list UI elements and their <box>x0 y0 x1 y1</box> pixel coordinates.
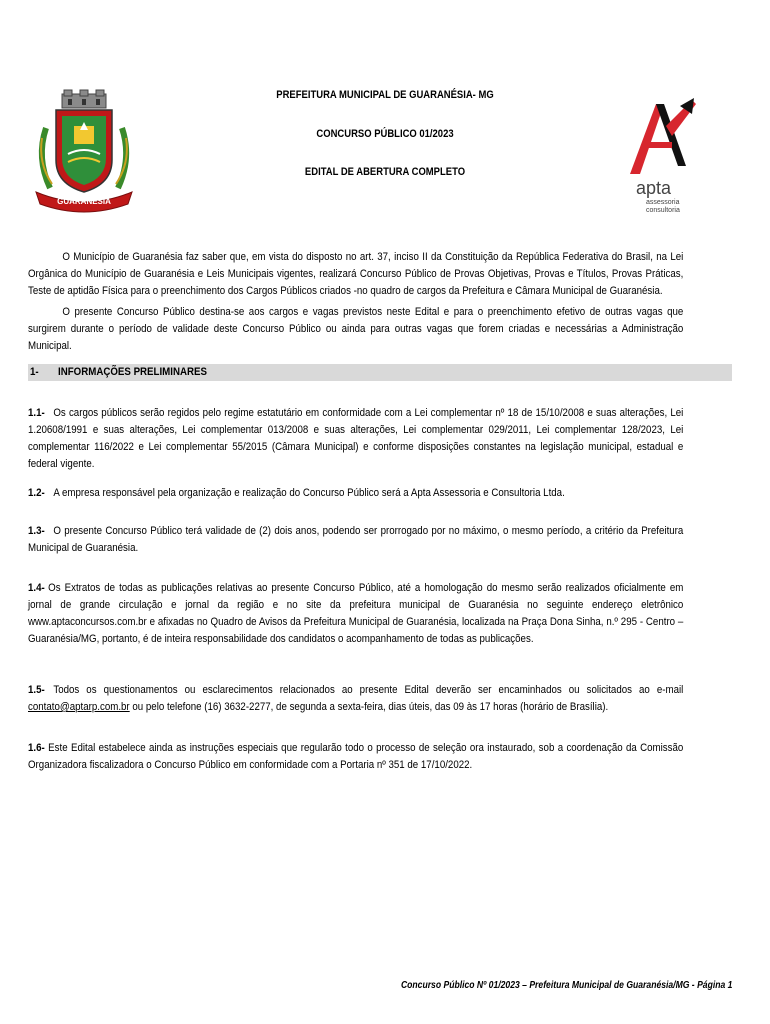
apta-sub2: consultoria <box>646 207 680 214</box>
section-number: 1- <box>30 366 39 378</box>
crest-ribbon-text: GUARANÉSIA <box>57 197 111 206</box>
page-footer: Concurso Público Nº 01/2023 – Prefeitura Municipal de Guaranésia/MG - Página 1 <box>400 980 732 991</box>
apta-logo <box>620 96 702 216</box>
item-1-1 <box>28 405 683 473</box>
item-text: Os Extratos de todas as publicações relativas ao presente Concurso Público, até a homologação do mesmo serão realizados oficialmente em jornal de grande circulação e jornal da região e no site da prefeitura municipal de Guaranésia no seguinte endereço eletrônico www.aptaconcursos.com.br e afixadas no Quadro de Avisos da Prefeitura Municipal de Guaranésia, localizada na Praça Dona Sinha, n.º 295 - Centro – Guaranésia/MG, portanto, é de inteira responsabilidade dos candidatos o acompanhamento de todas as publicações. <box>28 582 684 645</box>
item-1-6 <box>28 740 683 774</box>
header-concurso: CONCURSO PÚBLICO 01/2023 <box>316 128 454 140</box>
item-1-3 <box>28 523 683 557</box>
apta-sub1: assessoria <box>646 199 680 206</box>
section-title: INFORMAÇÕES PRELIMINARES <box>58 366 207 378</box>
intro-paragraph-2: O presente Concurso Público destina-se aos cargos e vagas previstos neste Edital e para o preenchimento efetivo de outras vagas que surgirem durante o período de validade deste Concurso Público ou ainda para outras vagas que forem criadas e necessárias a Administração Municipal. <box>28 306 684 352</box>
item-number: 1.3- <box>28 525 45 537</box>
item-text: O presente Concurso Público terá validade de (2) dois anos, podendo ser prorrogado por no máximo, o mesmo período, a critério da Prefeitura Municipal de Guaranésia. <box>28 525 684 554</box>
intro-paragraph-1: O Município de Guaranésia faz saber que, em vista do disposto no art. 37, inciso II da Constituição da República Federativa do Brasil, na Lei Orgânica do Município de Guaranésia e Leis Municipais vigentes, realizará Concurso Público de Provas Objetivas, Provas e Títulos, Provas Práticas, Teste de aptidão Física para o preenchimento dos Cargos Públicos criados -no quadro de cargos da Prefeitura e Câmara Municipal de Guaranésia. <box>28 251 684 297</box>
item-1-5 <box>28 682 683 716</box>
apta-name: apta <box>636 178 672 198</box>
contact-email-link[interactable]: contato@aptarp.com.br <box>28 701 130 713</box>
item-text: Este Edital estabelece ainda as instruções especiais que regularão todo o processo de seleção ora instaurado, sob a coordenação da Comissão Organizadora fiscalizadora o Concurso Público em conformidade com a Portaria nº 351 de 17/10/2022. <box>28 742 684 771</box>
item-number: 1.6- <box>28 742 45 754</box>
header-edital: EDITAL DE ABERTURA COMPLETO <box>304 166 466 178</box>
crest-year-right: 1891 <box>112 190 124 196</box>
item-text: A empresa responsável pela organização e realização do Concurso Público será a Apta Assessoria e Consultoria Ltda. <box>53 487 565 499</box>
item-text: Os cargos públicos serão regidos pelo regime estatutário em conformidade com a Lei complementar nº 18 de 15/10/2008 e suas alterações, Lei 1.20608/1991 e suas alterações, Lei complementar 013/2008 e suas alterações, Lei complementar 029/2011, Lei complementar 128/2023, Lei complementar 116/2022 e Lei complementar 55/2015 (Câmara Municipal) e conforme disposições constantes na legislação municipal, estadual e federal vigente. <box>28 407 684 470</box>
item-1-2 <box>28 485 683 502</box>
header-prefeitura: PREFEITURA MUNICIPAL DE GUARANÉSIA- MG <box>276 89 494 101</box>
crest-year-left: 1906 <box>44 190 56 196</box>
municipal-crest-logo <box>28 88 140 214</box>
item-number: 1.4- <box>28 582 45 594</box>
item-text-after: ou pelo telefone (16) 3632-2277, de segunda a sexta-feira, dias úteis, das 09 às 17 horas (horário de Brasília). <box>129 701 609 713</box>
item-number: 1.2- <box>28 487 45 499</box>
item-1-4 <box>28 580 683 648</box>
item-number: 1.1- <box>28 407 45 419</box>
item-text: Todos os questionamentos ou esclarecimentos relacionados ao presente Edital deverão ser encaminhados ou solicitados ao e-mail <box>53 684 684 696</box>
item-number: 1.5- <box>28 684 45 696</box>
